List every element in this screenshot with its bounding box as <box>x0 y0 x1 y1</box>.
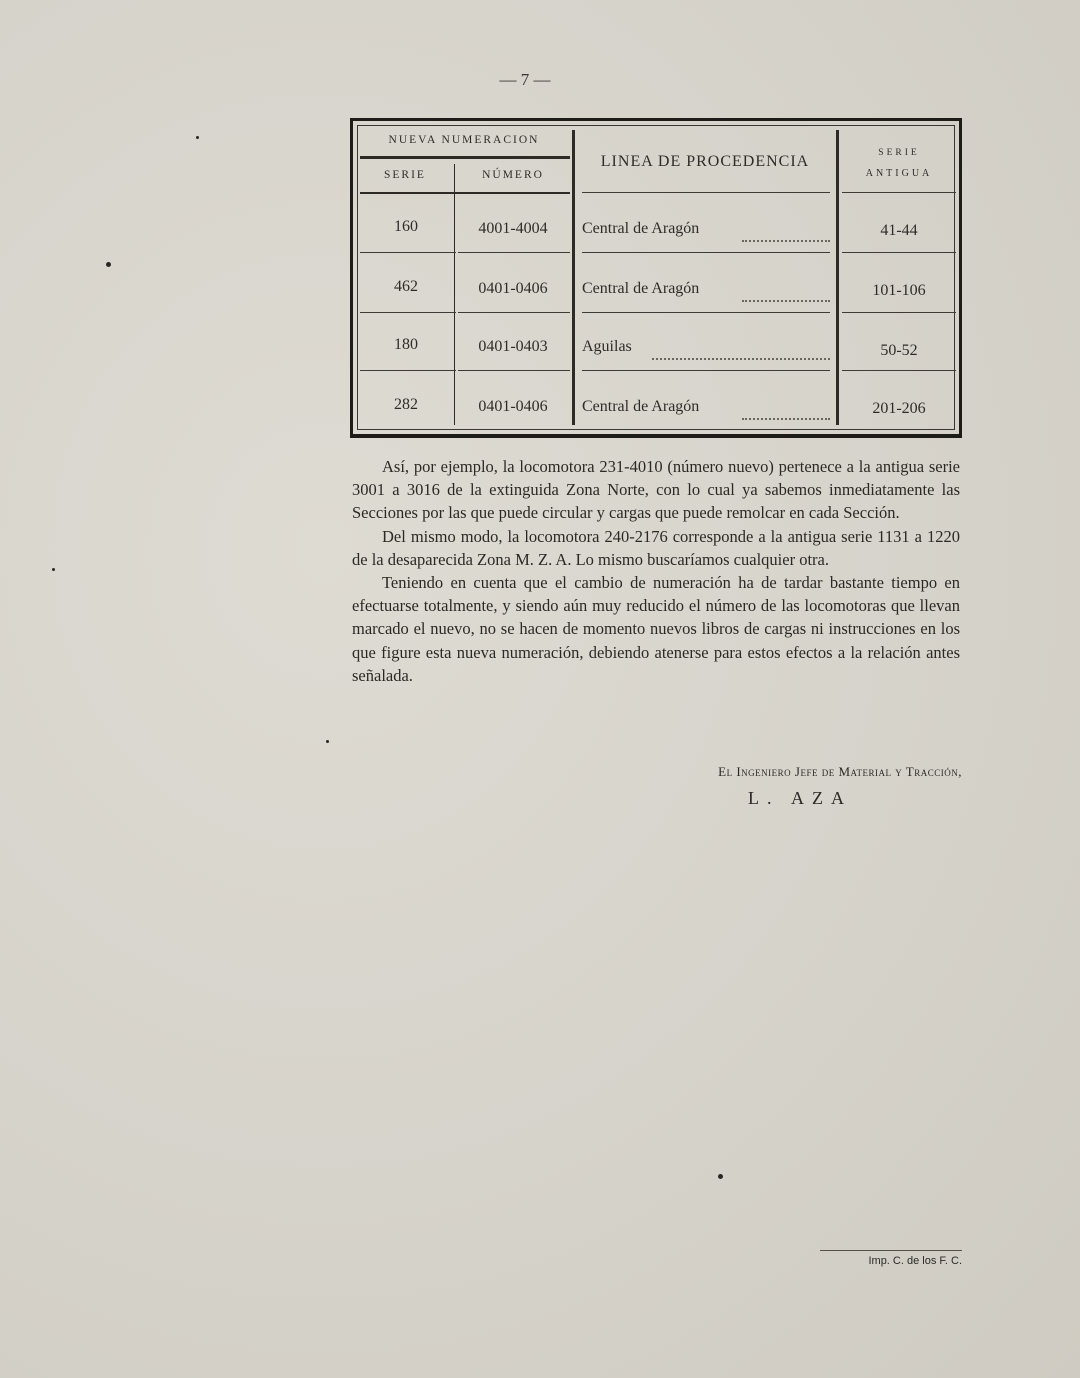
signature-name: L. AZA <box>748 788 852 808</box>
header-serie-antigua-line1: SERIE <box>878 148 920 158</box>
cell-serie: 160 <box>394 218 418 235</box>
cell-linea: Central de Aragón <box>582 398 700 415</box>
printer-rule <box>820 1250 962 1251</box>
cell-serie-antigua: 201-206 <box>872 400 926 417</box>
cell-numero: 0401-0403 <box>478 338 548 355</box>
cell-numero: 4001-4004 <box>478 220 548 237</box>
header-serie: SERIE <box>384 169 426 181</box>
cell-linea: Aguilas <box>582 338 632 355</box>
cell-serie-antigua: 41-44 <box>880 222 918 239</box>
paper-speck <box>52 568 55 571</box>
header-serie-antigua-line2: ANTIGUA <box>865 168 933 179</box>
cell-serie: 180 <box>394 336 418 353</box>
cell-linea: Central de Aragón <box>582 280 700 297</box>
renumbering-table <box>350 118 962 438</box>
page-number: — 7 — <box>499 70 551 89</box>
header-numero: NÚMERO <box>482 169 544 181</box>
header-linea-procedencia: LINEA DE PROCEDENCIA <box>600 153 810 170</box>
paper-speck <box>106 262 111 267</box>
paragraph: Así, por ejemplo, la locomotora 231-4010 (número nuevo) pertenece a la antigua serie 3001 a 3016 de la extinguida Zona Norte, con lo cual ya sabemos inmediatamente las Secciones por las que puede circular y cargas que puede remolcar en cada Sección. <box>352 457 960 523</box>
cell-linea: Central de Aragón <box>582 220 700 237</box>
leader-dots <box>742 220 830 242</box>
cell-serie-antigua: 101-106 <box>872 282 926 299</box>
cell-serie: 462 <box>394 278 418 295</box>
cell-serie: 282 <box>394 396 418 413</box>
cell-numero: 0401-0406 <box>478 398 548 415</box>
signature-title: El Ingeniero Jefe de Material y Tracción, <box>718 764 962 779</box>
paragraph: Teniendo en cuenta que el cambio de numeración ha de tardar bastante tiempo en efectuarse totalmente, y siendo aún muy reducido el número de las locomotoras que llevan marcado el nuevo, no se hacen de momento nuevos libros de cargas ni instrucciones en los que figure esta nueva numeración, debiendo atenerse para estos efectos a la relación antes señalada. <box>352 573 960 685</box>
leader-dots <box>652 338 830 360</box>
header-nueva-numeracion: NUEVA NUMERACION <box>388 134 540 146</box>
cell-numero: 0401-0406 <box>478 280 548 297</box>
paper-speck <box>196 136 199 139</box>
paper-speck <box>718 1174 723 1179</box>
leader-dots <box>742 398 830 420</box>
body-text <box>352 455 960 687</box>
paragraph: Del mismo modo, la locomotora 240-2176 corresponde a la antigua serie 1131 a 1220 de la desaparecida Zona M. Z. A. Lo mismo buscaríamos cualquier otra. <box>352 526 960 569</box>
cell-serie-antigua: 50-52 <box>880 342 918 359</box>
leader-dots <box>742 280 830 302</box>
paper-speck <box>326 740 329 743</box>
printer-imprint: Imp. C. de los F. C. <box>868 1255 962 1267</box>
